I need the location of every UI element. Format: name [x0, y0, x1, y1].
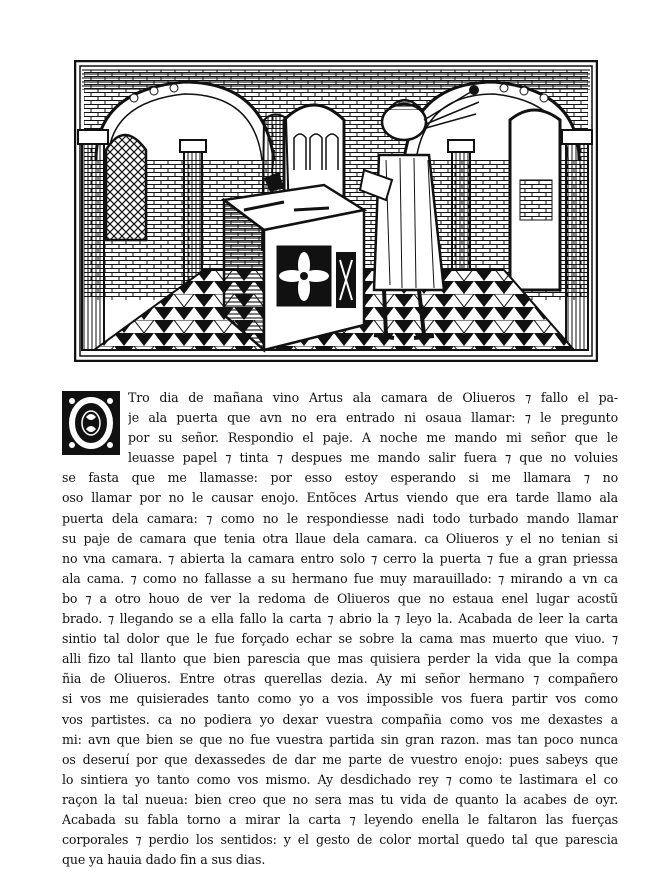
text-line: Acabada su fabla torno a mirar la carta ⁊ leyendo enella le faltaron las fuerças	[62, 811, 618, 827]
text-line: su paje de camara que tenia otra llaue dela camara. ca Oliueros y el no tenian si	[62, 530, 618, 546]
text-line: mi: avn que bien se que no fue vuestra partida sin gran razon. mas tan poco nunca	[62, 731, 618, 747]
text-line: Tro dia de mañana vino Artus ala camara de Oliueros ⁊ fallo el pa-	[128, 390, 618, 405]
text-line: lo sintiera yo tanto como vos mismo. Ay desdichado rey ⁊ como te lastimara el co	[62, 771, 618, 787]
text-line: si vos me quisierades tanto como yo a vos impossible vos fuera partir vos como	[62, 691, 618, 707]
text-block	[62, 388, 618, 870]
text-line: leuasse papel ⁊ tinta ⁊ despues me mando salir fuera ⁊ que no voluies	[128, 450, 618, 466]
text-line: puerta dela camara: ⁊ como no le respondiesse nadi todo turbado mando llamar	[62, 510, 618, 526]
text-line: vos partistes. ca no podiera yo dexar vuestra compañia como vos me dexastes a	[62, 711, 618, 727]
text-line: se fasta que me llamasse: por esso estoy esperando si me llamara ⁊ no	[62, 470, 618, 486]
text-line: ñia de Oliueros. Entre otras querellas dezia. Ay mi señor hermano ⁊ compañero	[62, 671, 618, 687]
text-line: brado. ⁊ llegando se a ella fallo la carta ⁊ abrio la ⁊ leyo la. Acabada de leer la carta	[62, 611, 618, 627]
text-line: corporales ⁊ perdio los sentidos: y el gesto de color mortal quedo tal que parescia	[62, 832, 618, 848]
woodcut-illustration	[74, 60, 598, 362]
text-line: sintio tal dolor que le fue forçado echar se sobre la cama mas muerto que viuo. ⁊	[62, 631, 618, 647]
text-line: oso llamar por no le causar enojo. Entõces Artus viendo que era tarde llamo ala	[62, 490, 618, 506]
text-line: alli fizo tal llanto que bien parescia que mas quisiera perder la vida que la compa	[62, 651, 618, 667]
decorated-initial-o	[62, 391, 120, 455]
text-line: por su señor. Respondio el paje. A noche me mando mi señor que le	[128, 430, 618, 446]
text-line: raçon la tal nueua: bien creo que no sera mas tu vida de quanto la acabes de oyr.	[62, 791, 618, 807]
text-line: os deseruí por que dexassedes de dar me parte de vuestro enojo: pues sabeys que	[62, 751, 618, 767]
text-line: ala cama. ⁊ como no fallasse a su hermano fue muy marauillado: ⁊ mirando a vn ca	[62, 570, 618, 586]
text-line: je ala puerta que avn no era entrado ni osaua llamar: ⁊ le pregunto	[128, 410, 618, 426]
text-line: bo ⁊ a otro houo de ver la redoma de Oliueros que no estaua enel lugar acostũ	[62, 590, 618, 606]
text-line: no vna camara. ⁊ abierta la camara entro solo ⁊ cerro la puerta ⁊ fue a gran priessa	[62, 550, 618, 566]
text-line: que ya hauia dado fin a sus dias.	[62, 852, 266, 868]
